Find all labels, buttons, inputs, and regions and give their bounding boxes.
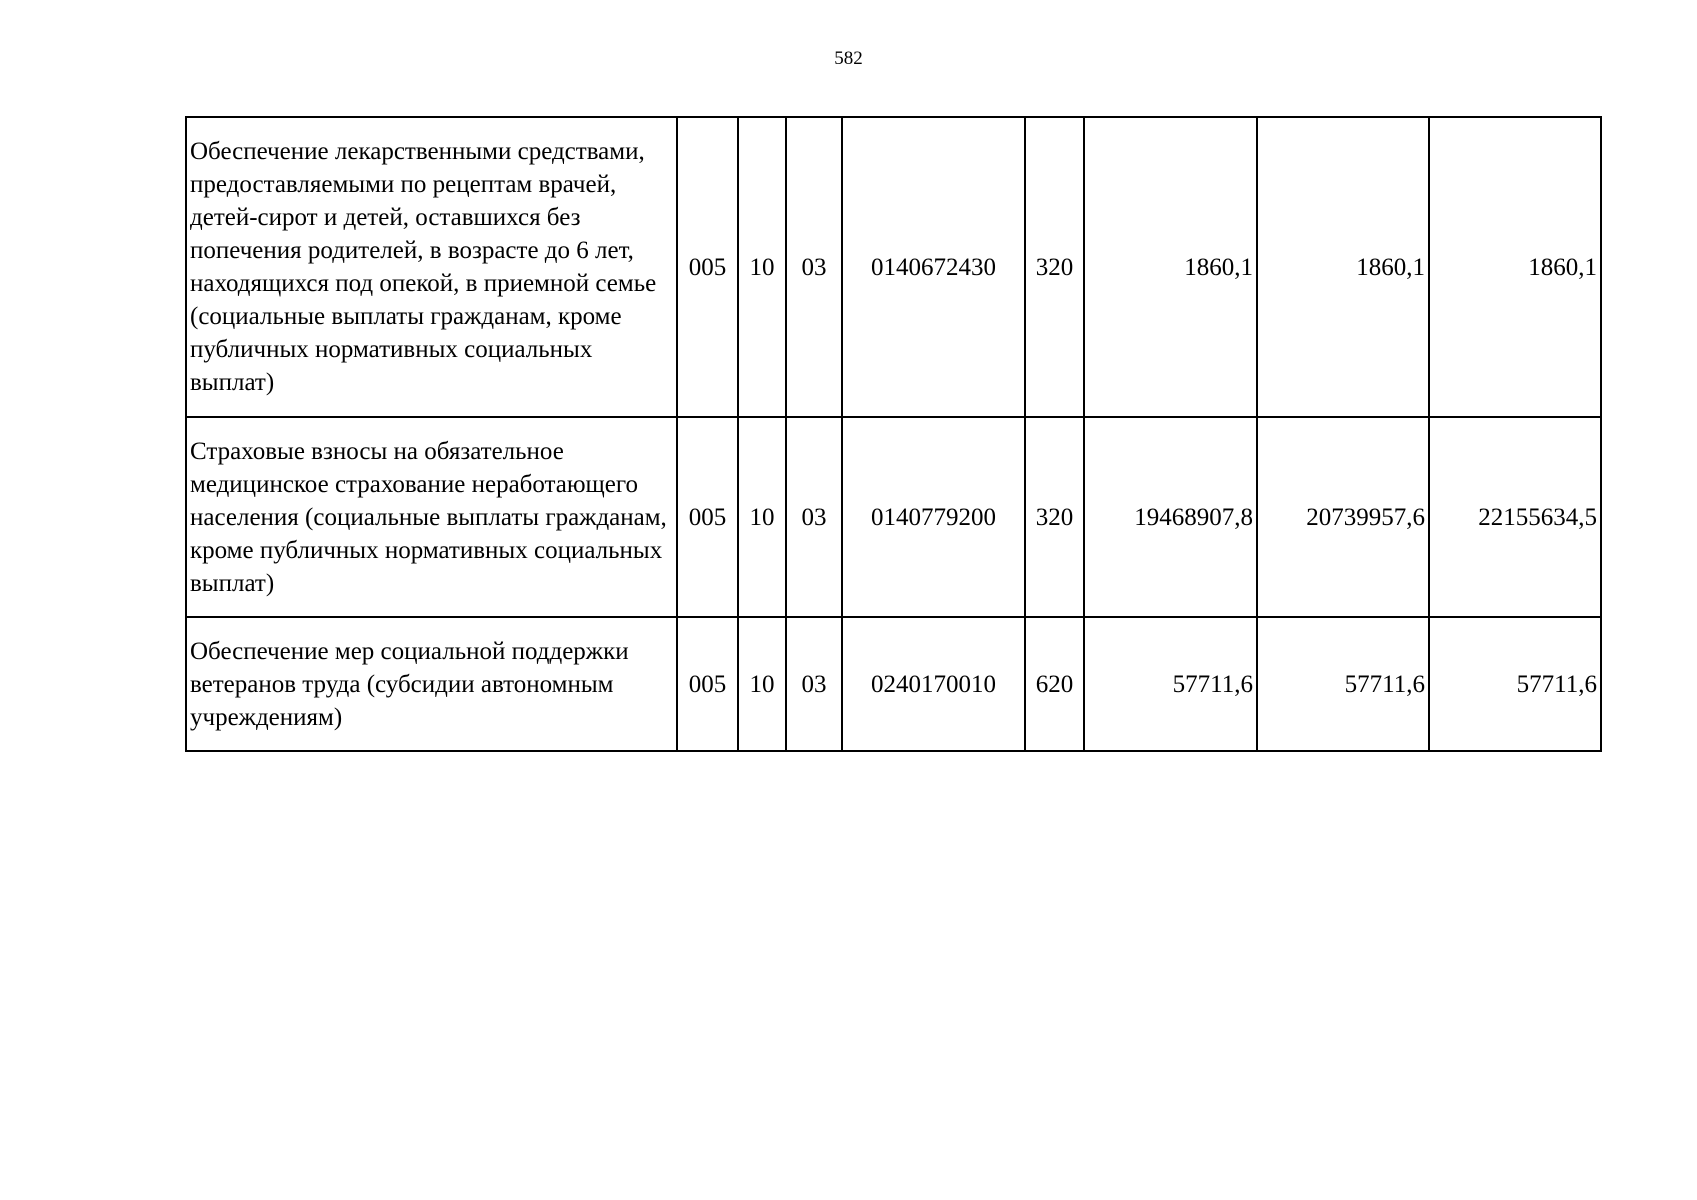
ministry-code: 005 — [677, 417, 738, 617]
page-number: 582 — [834, 48, 863, 69]
row-description: Обеспечение лекарственными средствами, предоставляемыми по рецептам врачей, детей-сирот и детей, оставшихся без попечения родителей, в возрасте до 6 лет, находящихся под опекой, в приемной семье (социальные выплаты гражданам, кроме публичных нормативных социальных выплат) — [186, 117, 677, 417]
amount-year-1: 19468907,8 — [1084, 417, 1257, 617]
table-row — [186, 417, 1601, 617]
expense-type-code: 620 — [1025, 617, 1084, 751]
amount-year-2: 20739957,6 — [1257, 417, 1429, 617]
target-article-code: 0240170010 — [842, 617, 1025, 751]
amount-year-2: 57711,6 — [1257, 617, 1429, 751]
amount-year-2: 1860,1 — [1257, 117, 1429, 417]
subsection-code: 03 — [786, 617, 842, 751]
table-row — [186, 117, 1601, 417]
ministry-code: 005 — [677, 117, 738, 417]
subsection-code: 03 — [786, 417, 842, 617]
section-code: 10 — [738, 117, 786, 417]
target-article-code: 0140779200 — [842, 417, 1025, 617]
subsection-code: 03 — [786, 117, 842, 417]
budget-table — [185, 116, 1602, 752]
amount-year-1: 57711,6 — [1084, 617, 1257, 751]
ministry-code: 005 — [677, 617, 738, 751]
section-code: 10 — [738, 417, 786, 617]
expense-type-code: 320 — [1025, 117, 1084, 417]
expense-type-code: 320 — [1025, 417, 1084, 617]
amount-year-1: 1860,1 — [1084, 117, 1257, 417]
amount-year-3: 1860,1 — [1429, 117, 1601, 417]
target-article-code: 0140672430 — [842, 117, 1025, 417]
section-code: 10 — [738, 617, 786, 751]
row-description: Обеспечение мер социальной поддержки ветеранов труда (субсидии автономным учреждениям) — [186, 617, 677, 751]
row-description: Страховые взносы на обязательное медицинское страхование неработающего населения (социальные выплаты гражданам, кроме публичных нормативных социальных выплат) — [186, 417, 677, 617]
amount-year-3: 22155634,5 — [1429, 417, 1601, 617]
amount-year-3: 57711,6 — [1429, 617, 1601, 751]
table-row — [186, 617, 1601, 751]
